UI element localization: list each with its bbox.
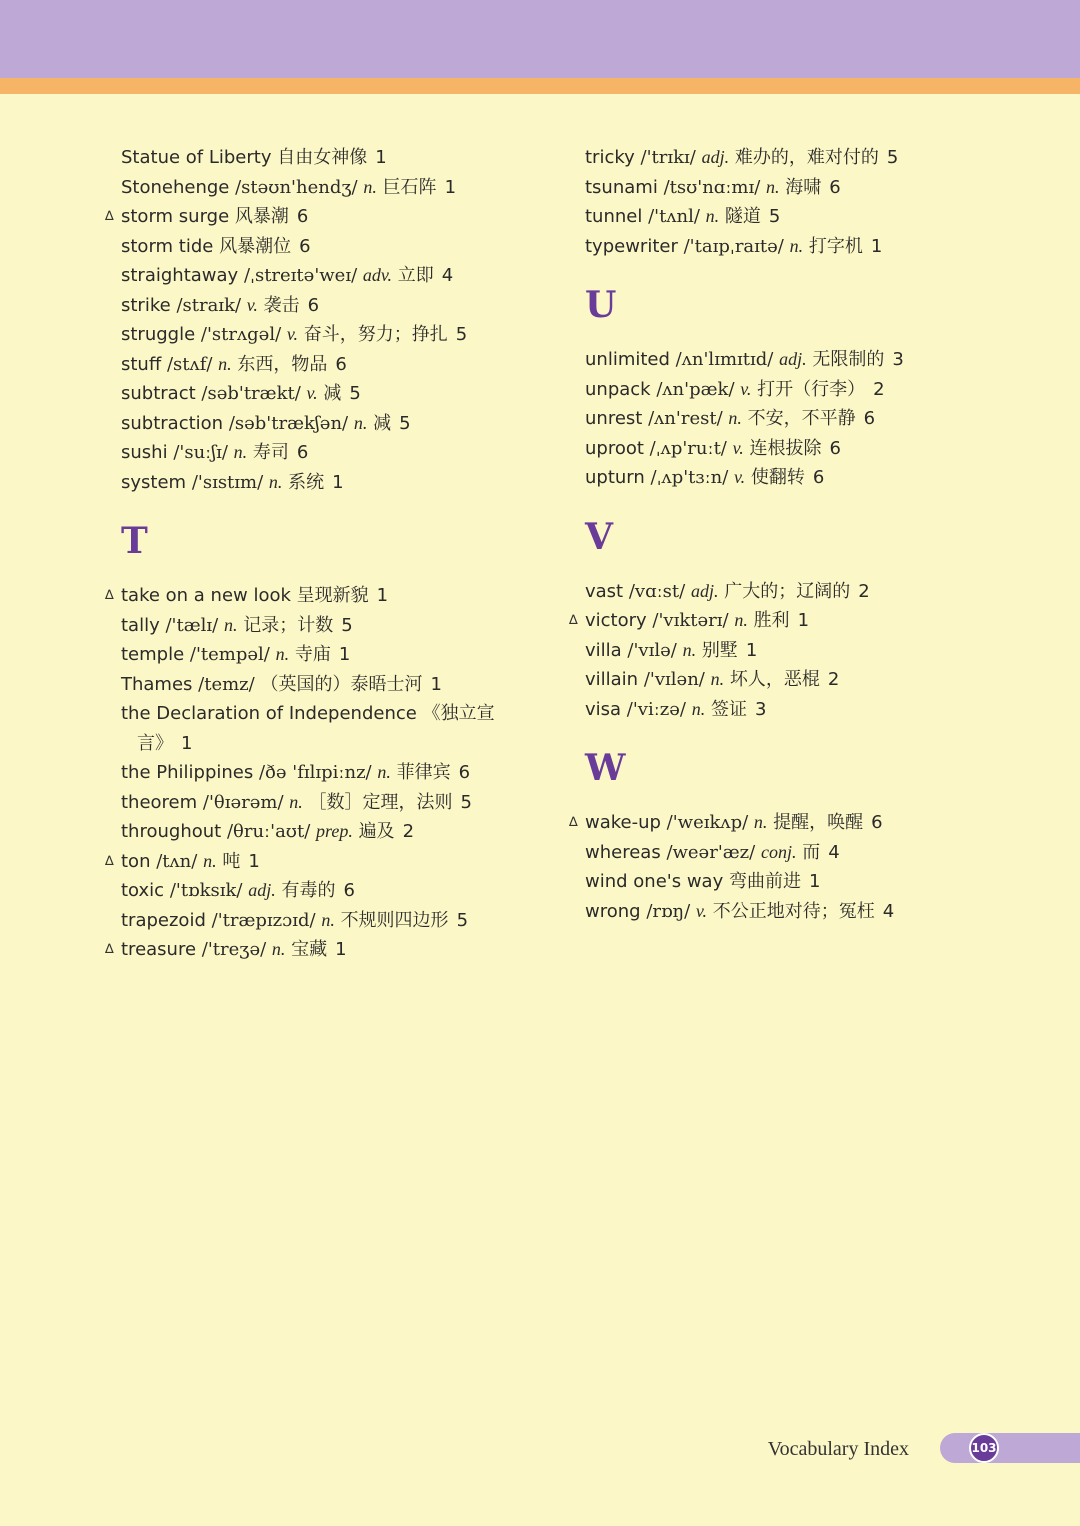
footer-title: Vocabulary Index	[767, 1438, 909, 1460]
entry-pronunciation: /ʌn'rest/	[648, 408, 723, 429]
entry-part-of-speech: n.	[766, 176, 780, 197]
entry-pronunciation: /stʌf/	[166, 353, 213, 375]
entry-pronunciation: /rɒŋ/	[646, 900, 691, 922]
index-entry	[105, 350, 535, 380]
entry-meaning: 连根拔除	[749, 437, 822, 459]
entry-unit: 4	[441, 265, 454, 286]
entry-part-of-speech: n.	[377, 762, 391, 782]
index-entry	[105, 202, 535, 232]
entry-unit: 5	[460, 791, 472, 813]
section-heading-v: V	[585, 515, 614, 558]
entry-pronunciation: /'tʌnl/	[648, 206, 700, 227]
entry-unit: 6	[343, 880, 355, 901]
entry-meaning: 别墅	[701, 639, 738, 661]
entry-meaning-continued: 言》	[137, 732, 173, 754]
index-entry	[569, 232, 999, 262]
entry-word: strike	[121, 294, 171, 316]
entry-unit: 1	[338, 644, 351, 665]
entry-part-of-speech: n.	[233, 442, 248, 462]
index-entry	[569, 463, 999, 493]
index-entry	[105, 817, 535, 847]
entry-unit: 6	[296, 206, 309, 227]
index-entry	[569, 695, 999, 725]
entry-word: upturn	[585, 467, 645, 488]
entry-word: trapezoid	[121, 909, 206, 931]
entry-meaning: 不公正地对待；冤枉	[712, 900, 875, 922]
entry-meaning: 难办的，难对付的	[734, 147, 879, 168]
index-entry	[105, 906, 535, 936]
delta-marker-icon: ∆	[105, 942, 114, 957]
entry-meaning: 风暴潮位	[219, 235, 292, 257]
index-entry	[105, 847, 535, 877]
entry-word: Stonehenge	[121, 176, 230, 198]
index-entry	[569, 375, 999, 405]
entry-word: vast	[585, 580, 624, 602]
entry-word: Statue of Liberty	[121, 147, 272, 168]
header-stripe	[0, 78, 1080, 94]
right-column	[569, 143, 999, 926]
entry-word: subtract	[121, 383, 196, 404]
entry-unit: 1	[745, 639, 758, 661]
entry-part-of-speech: n.	[353, 412, 368, 433]
entry-word: subtraction	[121, 412, 224, 434]
entry-pronunciation: /'træpɪzɔɪd/	[211, 909, 316, 931]
entry-word: unpack	[585, 378, 651, 400]
index-entry	[569, 404, 999, 434]
entry-meaning: 《独立宣	[422, 703, 495, 724]
header-band	[0, 0, 1080, 78]
index-entry	[105, 876, 535, 906]
section-u-entries	[569, 345, 999, 493]
entry-word: sushi	[121, 442, 168, 463]
entry-meaning: 打开（行李）	[757, 378, 866, 400]
index-entry	[105, 788, 535, 818]
entry-meaning: 海啸	[785, 176, 822, 198]
entry-part-of-speech: n.	[275, 644, 290, 664]
entry-meaning: 胜利	[753, 610, 790, 631]
footer-tab	[940, 1433, 1080, 1463]
entry-unit: 3	[754, 698, 767, 720]
entry-part-of-speech: adj.	[690, 580, 719, 601]
entry-part-of-speech: n.	[753, 812, 768, 832]
entry-word: ton	[121, 850, 151, 872]
entry-meaning: 遍及	[358, 821, 395, 842]
entry-part-of-speech: n.	[218, 353, 232, 374]
entry-unit: 2	[873, 378, 885, 400]
entry-part-of-speech: n.	[705, 206, 720, 226]
entry-unit: 6	[863, 408, 876, 429]
entry-pronunciation: /'treʒə/	[201, 939, 267, 960]
index-entry	[105, 320, 535, 350]
entry-meaning: 呈现新貌	[296, 585, 369, 606]
entry-word: visa	[585, 698, 622, 720]
index-entry	[105, 935, 535, 965]
entry-pronunciation: /θruː'aʊt/	[226, 821, 311, 842]
entry-meaning: 提醒，唤醒	[773, 812, 864, 833]
section-heading-w: W	[585, 747, 627, 789]
entry-word: throughout	[121, 821, 222, 842]
entry-part-of-speech: n.	[682, 639, 697, 660]
entry-part-of-speech: n.	[691, 698, 706, 719]
entry-pronunciation: /'strʌgəl/	[200, 324, 282, 345]
entry-part-of-speech: v.	[286, 324, 299, 344]
index-entry	[105, 173, 535, 203]
index-entry	[105, 232, 535, 262]
entry-word: struggle	[121, 324, 196, 345]
section-t-entries-continued	[569, 143, 999, 261]
entry-pronunciation: /'trɪkɪ/	[640, 147, 696, 168]
section-s-entries	[105, 143, 535, 497]
entry-word: treasure	[121, 939, 197, 960]
index-entry	[569, 173, 999, 203]
index-entry	[569, 808, 999, 838]
index-entry	[105, 670, 535, 700]
entry-continuation	[121, 729, 521, 759]
entry-meaning: 巨石阵	[382, 176, 437, 198]
entry-meaning: 隧道	[724, 206, 761, 227]
entry-meaning: 弯曲前进	[728, 871, 801, 892]
delta-marker-icon: ∆	[105, 588, 114, 603]
entry-meaning: （英国的）泰晤士河	[260, 673, 423, 695]
entry-unit: 5	[399, 412, 411, 434]
entry-part-of-speech: n.	[710, 669, 725, 689]
entry-meaning: 宝藏	[291, 939, 328, 960]
index-entry	[105, 261, 535, 291]
entry-meaning: ［数］定理，法则	[308, 791, 453, 813]
entry-word: villa	[585, 639, 622, 661]
entry-meaning: 东西，物品	[237, 353, 328, 375]
index-entry	[105, 699, 521, 758]
entry-unit: 5	[456, 909, 469, 931]
entry-word: tricky	[585, 147, 635, 168]
entry-part-of-speech: prep.	[316, 821, 353, 841]
entry-part-of-speech: v.	[732, 437, 744, 458]
entry-word: the Declaration of Independence	[121, 703, 417, 724]
entry-unit: 1	[335, 939, 347, 960]
entry-word: system	[121, 471, 187, 493]
entry-unit: 1	[870, 235, 883, 257]
entry-pronunciation: /'vɪlə/	[627, 639, 677, 661]
entry-pronunciation: /ʌn'lɪmɪtɪd/	[675, 349, 774, 370]
entry-part-of-speech: n.	[321, 909, 335, 930]
entry-meaning: 打字机	[808, 235, 863, 257]
entry-word: tsunami	[585, 176, 658, 198]
entry-meaning: 有毒的	[281, 880, 336, 901]
entry-unit: 1	[181, 732, 193, 754]
entry-pronunciation: /straɪk/	[176, 294, 242, 316]
section-t-entries	[105, 581, 535, 965]
entry-word: unrest	[585, 408, 643, 429]
index-entry	[569, 345, 999, 375]
entry-pronunciation: /ˌʌp'tɜːn/	[650, 467, 729, 488]
entry-unit: 5	[349, 383, 361, 404]
entry-unit: 4	[882, 900, 895, 922]
entry-part-of-speech: n.	[734, 610, 748, 630]
section-v-entries	[569, 577, 999, 725]
entry-pronunciation: /ˌstreɪtə'weɪ/	[243, 265, 358, 286]
index-entry	[105, 409, 535, 439]
entry-word: storm tide	[121, 235, 214, 257]
entry-meaning: 系统	[288, 471, 325, 493]
entry-word: unlimited	[585, 349, 670, 370]
entry-pronunciation: /tsʊ'nɑːmɪ/	[663, 176, 761, 198]
entry-pronunciation: /'weɪkʌp/	[666, 812, 749, 833]
entry-pronunciation: /ˌʌp'ruːt/	[649, 437, 727, 459]
index-entry	[569, 577, 999, 607]
index-entry	[105, 291, 535, 321]
entry-part-of-speech: v.	[695, 900, 708, 921]
entry-word: take on a new look	[121, 585, 291, 606]
entry-part-of-speech: v.	[306, 383, 318, 403]
entry-pronunciation: /'tælɪ/	[165, 614, 219, 636]
entry-part-of-speech: adv.	[362, 265, 393, 285]
entry-unit: 1	[332, 471, 344, 493]
entry-part-of-speech: v.	[246, 294, 258, 315]
entry-part-of-speech: n.	[728, 408, 742, 428]
index-entry	[569, 143, 999, 173]
index-entry	[569, 838, 999, 868]
entry-unit: 6	[299, 235, 311, 257]
section-w-entries	[569, 808, 999, 926]
entry-pronunciation: /'vɪlən/	[643, 669, 705, 690]
entry-pronunciation: /vɑːst/	[628, 580, 686, 602]
entry-word: typewriter	[585, 235, 678, 257]
entry-meaning: 记录；计数	[243, 614, 334, 636]
entry-meaning: 不安，不平静	[747, 408, 856, 429]
delta-marker-icon: ∆	[569, 815, 578, 830]
entry-word: wind one's way	[585, 871, 724, 892]
entry-meaning: 无限制的	[812, 349, 885, 370]
index-entry	[105, 640, 535, 670]
entry-unit: 2	[827, 669, 840, 690]
entry-pronunciation: /'viːzə/	[626, 698, 686, 720]
entry-word: villain	[585, 669, 639, 690]
section-heading-u: U	[585, 284, 618, 326]
entry-part-of-speech: v.	[740, 378, 752, 399]
entry-pronunciation: /ðə 'fɪlɪpiːnz/	[258, 762, 372, 783]
entry-unit: 3	[892, 349, 904, 370]
entry-unit: 1	[797, 610, 810, 631]
entry-word: theorem	[121, 791, 198, 813]
entry-pronunciation: /səb'trækt/	[201, 383, 301, 404]
entry-part-of-speech: adj.	[779, 349, 807, 369]
entry-unit: 1	[248, 850, 260, 872]
entry-word: uproot	[585, 437, 644, 459]
entry-word: the Philippines	[121, 762, 254, 783]
entry-unit: 1	[808, 871, 821, 892]
index-entry	[569, 202, 999, 232]
entry-word: straightaway	[121, 265, 239, 286]
index-entry	[569, 867, 999, 897]
delta-marker-icon: ∆	[569, 613, 578, 628]
section-heading-t: T	[121, 520, 149, 562]
entry-meaning: 寿司	[252, 442, 289, 463]
index-entry	[105, 581, 535, 611]
entry-word: stuff	[121, 353, 162, 375]
entry-meaning: 而	[802, 841, 821, 863]
entry-pronunciation: /weər'æz/	[666, 841, 756, 863]
entry-meaning: 吨	[222, 850, 241, 872]
entry-meaning: 坏人，恶棍	[729, 669, 820, 690]
entry-meaning: 立即	[397, 265, 434, 286]
index-entry	[569, 665, 999, 695]
index-entry	[569, 636, 999, 666]
entry-meaning: 签证	[710, 698, 747, 720]
entry-unit: 1	[376, 585, 389, 606]
entry-unit: 5	[886, 147, 899, 168]
entry-meaning: 奋斗，努力；挣扎	[303, 324, 448, 345]
entry-part-of-speech: n.	[203, 850, 217, 871]
entry-part-of-speech: n.	[289, 791, 303, 812]
entry-part-of-speech: n.	[271, 939, 286, 959]
entry-pronunciation: /temz/	[198, 673, 255, 695]
entry-word: whereas	[585, 841, 661, 863]
index-entry	[105, 611, 535, 641]
entry-unit: 6	[307, 294, 320, 316]
entry-word: toxic	[121, 880, 165, 901]
entry-unit: 6	[458, 762, 471, 783]
left-column	[105, 143, 535, 965]
entry-unit: 6	[871, 812, 883, 833]
entry-unit: 6	[829, 437, 841, 459]
entry-pronunciation: /ʌn'pæk/	[656, 378, 735, 400]
entry-meaning: 菲律宾	[396, 762, 451, 783]
entry-pronunciation: /'sɪstɪm/	[191, 471, 264, 493]
index-entry	[569, 897, 999, 927]
entry-meaning: 使翻转	[750, 467, 805, 488]
entry-unit: 5	[768, 206, 781, 227]
entry-part-of-speech: n.	[363, 176, 377, 197]
entry-unit: 1	[444, 176, 457, 198]
entry-pronunciation: /'taɪpˌraɪtə/	[683, 235, 784, 257]
entry-meaning: 不规则四边形	[340, 909, 449, 931]
index-entry	[105, 143, 535, 173]
index-entry	[569, 606, 999, 636]
index-entry	[105, 758, 535, 788]
entry-unit: 1	[375, 147, 387, 168]
entry-unit: 6	[829, 176, 841, 198]
entry-part-of-speech: adj.	[701, 147, 730, 167]
entry-part-of-speech: adj.	[248, 880, 276, 900]
index-entry	[105, 379, 535, 409]
entry-pronunciation: /'tɒksɪk/	[169, 880, 243, 901]
entry-part-of-speech: n.	[789, 235, 804, 256]
entry-unit: 1	[430, 673, 442, 695]
entry-unit: 6	[335, 353, 347, 375]
delta-marker-icon: ∆	[105, 853, 114, 869]
entry-pronunciation: /səb'trækʃən/	[228, 412, 349, 434]
entry-meaning: 寺庙	[294, 644, 331, 665]
entry-meaning: 风暴潮	[234, 206, 289, 227]
entry-meaning: 广大的；辽阔的	[724, 580, 851, 602]
entry-meaning: 减	[373, 412, 392, 434]
entry-unit: 5	[341, 614, 353, 636]
entry-unit: 2	[858, 580, 870, 602]
entry-meaning: 自由女神像	[277, 147, 368, 168]
entry-unit: 6	[296, 442, 309, 463]
entry-word: temple	[121, 644, 185, 665]
entry-part-of-speech: n.	[223, 614, 238, 635]
entry-unit: 4	[828, 841, 840, 863]
entry-pronunciation: /tʌn/	[156, 850, 198, 872]
entry-pronunciation: /stəʊn'hendʒ/	[235, 176, 358, 198]
entry-word: victory	[585, 610, 647, 631]
entry-part-of-speech: v.	[734, 467, 746, 487]
index-entry	[105, 468, 535, 498]
entry-pronunciation: /'tempəl/	[189, 644, 270, 665]
entry-word: tally	[121, 614, 160, 636]
entry-unit: 5	[455, 324, 468, 345]
entry-part-of-speech: conj.	[760, 841, 797, 862]
entry-pronunciation: /'suːʃɪ/	[173, 442, 228, 463]
index-entry	[105, 438, 535, 468]
entry-word: tunnel	[585, 206, 643, 227]
entry-pronunciation: /'θɪərəm/	[202, 791, 284, 813]
page-number-badge: 103	[969, 1433, 999, 1463]
entry-word: Thames	[121, 673, 193, 695]
entry-meaning: 袭击	[263, 294, 300, 316]
entry-meaning: 减	[323, 383, 342, 404]
entry-word: storm surge	[121, 206, 230, 227]
entry-part-of-speech: n.	[268, 471, 283, 492]
entry-word: wake-up	[585, 812, 661, 833]
index-entry	[569, 434, 999, 464]
entry-unit: 2	[402, 821, 415, 842]
entry-unit: 6	[812, 467, 825, 488]
entry-pronunciation: /'vɪktərɪ/	[652, 610, 729, 631]
entry-word: wrong	[585, 900, 641, 922]
delta-marker-icon: ∆	[105, 209, 114, 224]
